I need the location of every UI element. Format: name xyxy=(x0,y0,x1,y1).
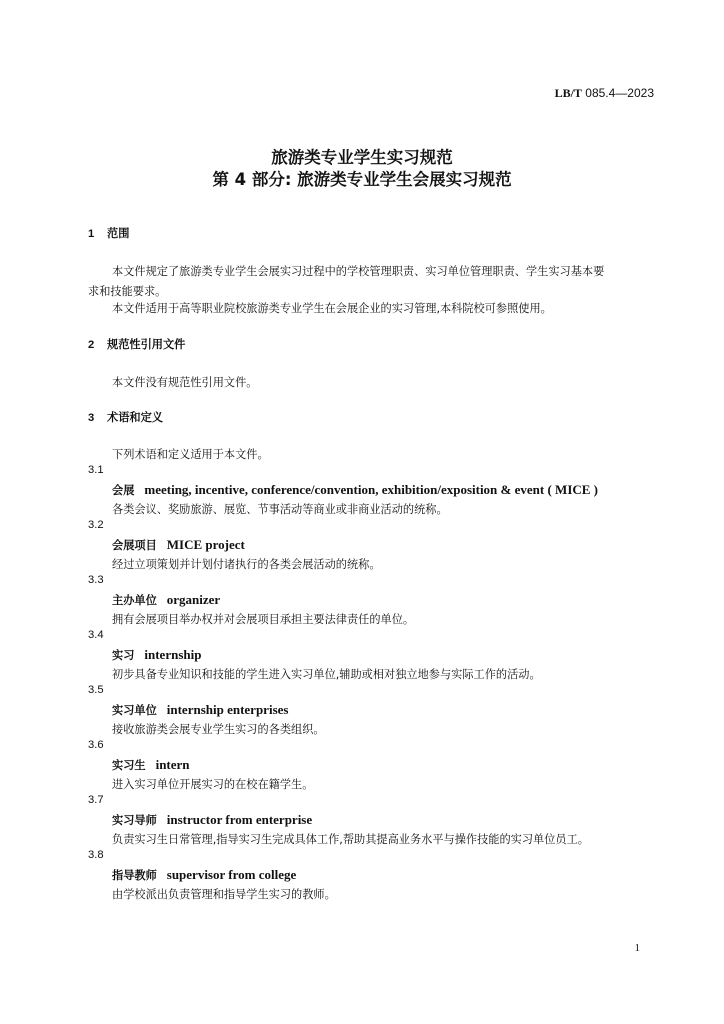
page-number: 1 xyxy=(634,942,640,954)
standard-prefix: LB/T xyxy=(554,86,582,100)
term-en: supervisor from college xyxy=(166,867,297,882)
term-zh: 会展 xyxy=(112,484,135,497)
term-number: 3.5 xyxy=(88,684,104,696)
term-definition: 各类会议、奖励旅游、展览、节事活动等商业或非商业活动的统称。 xyxy=(112,503,448,516)
term-number: 3.4 xyxy=(88,629,104,641)
term-zh: 实习 xyxy=(112,649,135,662)
term-heading xyxy=(112,482,598,498)
standard-code xyxy=(555,86,654,101)
term-heading xyxy=(112,867,296,883)
term-definition: 进入实习单位开展实习的在校在籍学生。 xyxy=(112,778,314,791)
term-en: meeting, incentive, conference/convention, exhibition/exposition & event ( MICE ) xyxy=(144,482,599,497)
term-definition: 初步具备专业知识和技能的学生进入实习单位,辅助或相对独立地参与实际工作的活动。 xyxy=(112,668,541,681)
standard-number: 085.4—2023 xyxy=(585,86,654,100)
term-en: intern xyxy=(155,757,190,772)
term-zh: 实习导师 xyxy=(112,814,157,827)
term-heading xyxy=(112,812,312,828)
section-title: 范围 xyxy=(107,227,130,240)
term-number: 3.1 xyxy=(88,464,104,476)
term-heading xyxy=(112,537,245,553)
term-heading xyxy=(112,702,288,718)
term-definition: 由学校派出负责管理和指导学生实习的教师。 xyxy=(112,888,336,901)
term-number: 3.7 xyxy=(88,794,104,806)
section-title: 规范性引用文件 xyxy=(107,338,186,351)
term-number: 3.8 xyxy=(88,849,104,861)
section-1-paragraph-1-line-1: 本文件规定了旅游类专业学生会展实习过程中的学校管理职责、实习单位管理职责、学生实习基本要 xyxy=(112,265,605,278)
section-3-heading xyxy=(88,409,163,425)
section-1-paragraph-1-line-2: 求和技能要求。 xyxy=(88,285,167,298)
term-en: MICE project xyxy=(166,537,245,552)
term-en: internship xyxy=(144,647,202,662)
term-definition: 拥有会展项目举办权并对会展项目承担主要法律责任的单位。 xyxy=(112,613,415,626)
term-heading xyxy=(112,757,190,773)
section-1-heading xyxy=(88,225,129,241)
term-zh: 实习单位 xyxy=(112,704,157,717)
term-zh: 主办单位 xyxy=(112,594,157,607)
term-en: organizer xyxy=(166,592,221,607)
section-title: 术语和定义 xyxy=(107,411,163,424)
section-number: 2 xyxy=(88,339,95,351)
term-definition: 接收旅游类会展专业学生实习的各类组织。 xyxy=(112,723,325,736)
term-number: 3.3 xyxy=(88,574,104,586)
section-2-paragraph-1: 本文件没有规范性引用文件。 xyxy=(112,376,258,389)
term-number: 3.6 xyxy=(88,739,104,751)
term-en: instructor from enterprise xyxy=(166,812,313,827)
term-definition: 负责实习生日常管理,指导实习生完成具体工作,帮助其提高业务水平与操作技能的实习单位员工。 xyxy=(112,833,589,846)
term-definition: 经过立项策划并计划付诸执行的各类会展活动的统称。 xyxy=(112,558,381,571)
term-zh: 实习生 xyxy=(112,759,146,772)
title-line-1: 旅游类专业学生实习规范 xyxy=(271,148,453,167)
section-number: 3 xyxy=(88,412,95,424)
section-number: 1 xyxy=(88,228,95,240)
term-zh: 会展项目 xyxy=(112,539,157,552)
term-heading xyxy=(112,592,220,608)
section-1-paragraph-2: 本文件适用于高等职业院校旅游类专业学生在会展企业的实习管理,本科院校可参照使用。 xyxy=(112,302,552,315)
term-en: internship enterprises xyxy=(166,702,289,717)
document-title xyxy=(0,147,724,191)
term-zh: 指导教师 xyxy=(112,869,157,882)
section-2-heading xyxy=(88,336,185,352)
term-heading xyxy=(112,647,201,663)
term-number: 3.2 xyxy=(88,519,104,531)
section-3-intro: 下列术语和定义适用于本文件。 xyxy=(112,448,269,461)
title-line-2: 第 4 部分: 旅游类专业学生会展实习规范 xyxy=(212,170,512,189)
